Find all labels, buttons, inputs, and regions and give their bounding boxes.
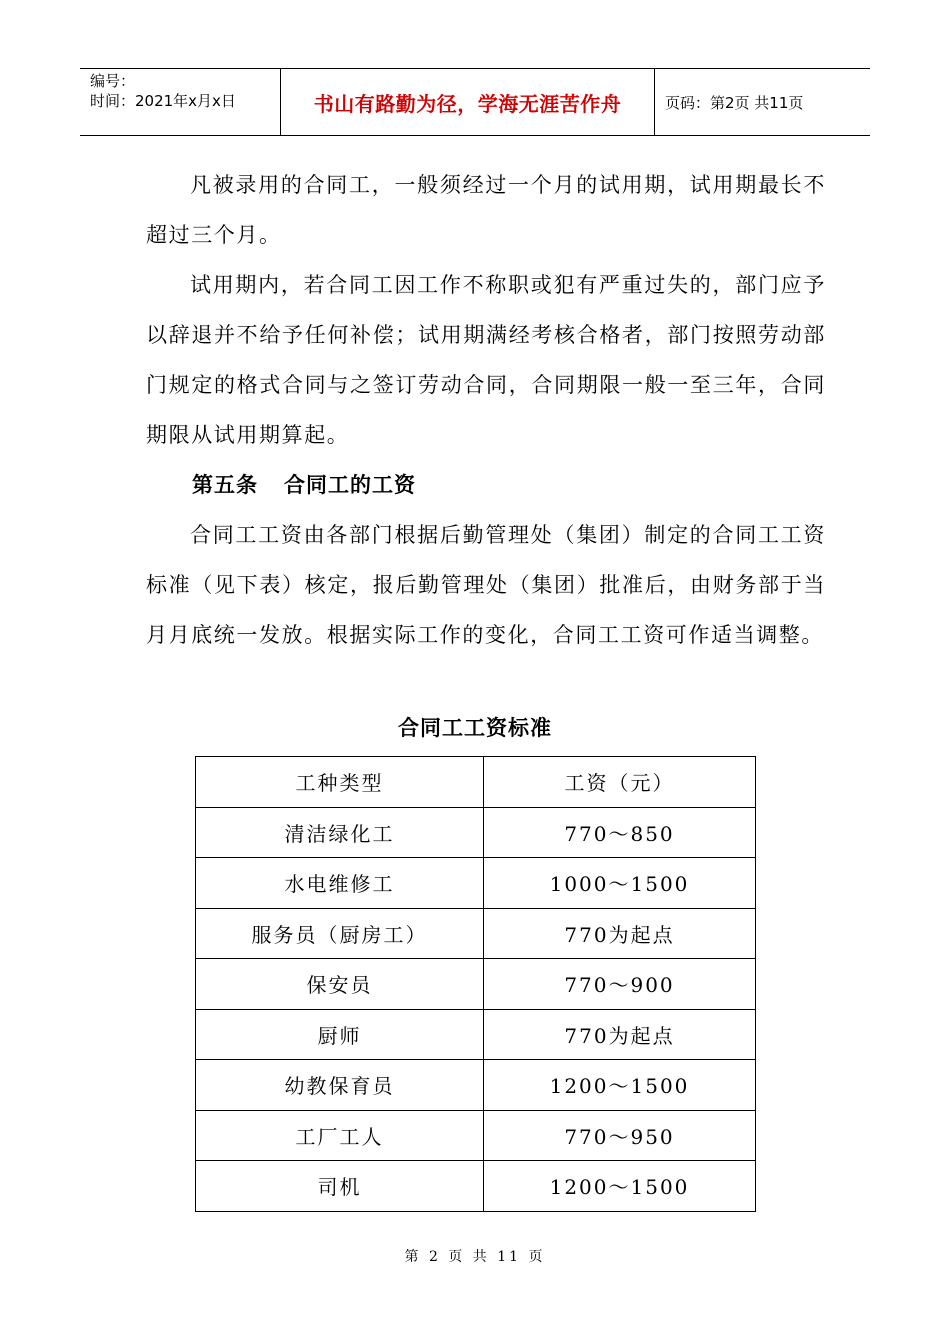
header-motto: 书山有路勤为径，学海无涯苦作舟 [281,69,655,135]
column-header-job-type: 工种类型 [196,757,484,808]
header-page-info: 页码：第2页 共11页 [665,93,804,112]
wage-cell: 770为起点 [484,1009,756,1060]
column-header-wage: 工资（元） [484,757,756,808]
wage-cell: 770～850 [484,807,756,858]
table-row [196,1161,756,1212]
job-type-cell: 保安员 [196,959,484,1010]
table-row [196,1060,756,1111]
wage-cell: 770～950 [484,1110,756,1161]
table-title: 合同工工资标准 [398,716,552,740]
job-type-cell: 服务员（厨房工） [196,908,484,959]
section-heading [146,460,826,510]
table-header-row [196,757,756,808]
paragraph-probation-dismissal: 试用期内，若合同工因工作不称职或犯有严重过失的，部门应予以辞退并不给予任何补偿；试用期满经考核合格者，部门按照劳动部门规定的格式合同与之签订劳动合同，合同期限一般一至三年，合同期限从试用期算起。 [146,273,826,447]
document-date: 时间：2021年x月x日 [90,92,236,110]
table-row [196,807,756,858]
header-meta [80,69,281,135]
table-row [196,959,756,1010]
job-type-cell: 司机 [196,1161,484,1212]
table-row [196,1009,756,1060]
section-number: 第五条 [192,473,258,497]
job-type-cell: 厨师 [196,1009,484,1060]
job-type-cell: 清洁绿化工 [196,807,484,858]
wage-cell: 1200～1500 [484,1060,756,1111]
paragraph-probation: 凡被录用的合同工，一般须经过一个月的试用期，试用期最长不超过三个月。 [146,173,826,247]
wage-cell: 1200～1500 [484,1161,756,1212]
job-type-cell: 工厂工人 [196,1110,484,1161]
document-number-label: 编号： [90,72,136,90]
table-row [196,858,756,909]
job-type-cell: 水电维修工 [196,858,484,909]
page-header [80,68,870,136]
document-body [146,160,826,660]
wage-standard-table [195,756,756,1212]
paragraph-wages: 合同工工资由各部门根据后勤管理处（集团）制定的合同工工资标准（见下表）核定，报后勤管理处（集团）批准后，由财务部于当月月底统一发放。根据实际工作的变化，合同工工资可作适当调整。 [146,523,826,647]
wage-cell: 770～900 [484,959,756,1010]
wage-cell: 1000～1500 [484,858,756,909]
section-title: 合同工的工资 [284,473,416,497]
job-type-cell: 幼教保育员 [196,1060,484,1111]
table-row [196,1110,756,1161]
table-row [196,908,756,959]
wage-cell: 770为起点 [484,908,756,959]
page-footer: 第 2 页 共 11 页 [404,1249,546,1265]
